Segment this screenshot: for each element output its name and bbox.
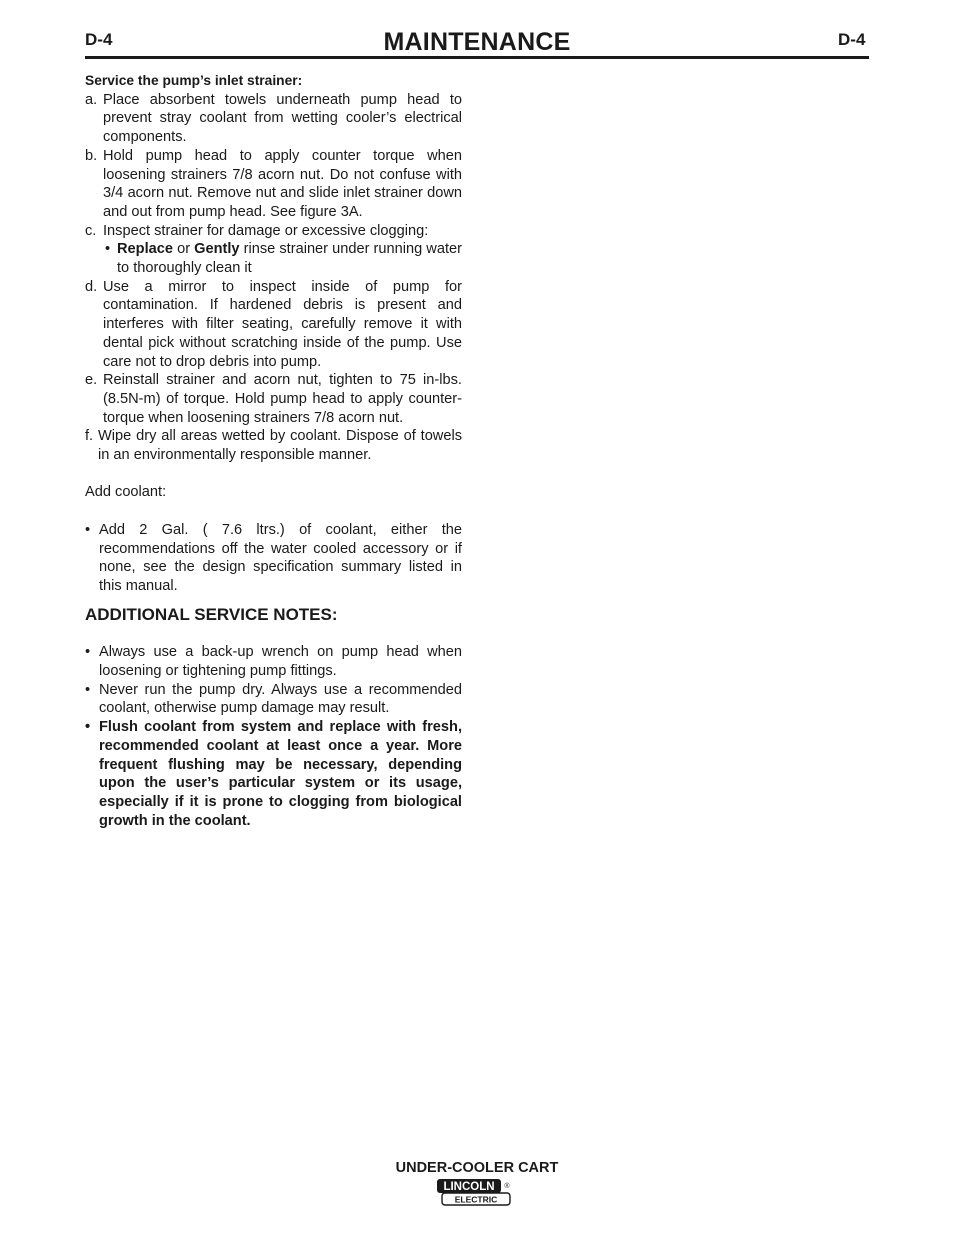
bullet-marker: • — [85, 681, 91, 698]
add-coolant-label: Add coolant: — [85, 484, 167, 501]
note-bullet — [85, 643, 462, 680]
note-text: Always use a back-up wrench on pump head when loosening or tightening pump fittings. — [99, 644, 462, 680]
step-marker: b. — [85, 147, 98, 164]
text-or: or — [172, 241, 195, 258]
step-text: Hold pump head to apply counter torque when loosening strainers 7/8 acorn nut. Do not confuse with 3/4 acorn nut. Remove nut and slide inlet strainer down and out from pump head. See figure 3A. — [103, 147, 462, 220]
logo-registered-mark: ® — [504, 1183, 510, 1190]
text-rest: rinse strainer under running water to thoroughly clean it — [117, 241, 462, 277]
spacer — [85, 465, 462, 484]
strainer-step-d — [85, 278, 462, 372]
logo-word-electric: ELECTRIC — [454, 1194, 498, 1205]
content-column — [85, 72, 462, 830]
step-marker: f. — [85, 428, 94, 445]
step-marker: e. — [85, 372, 98, 389]
logo-word-lincoln: LINCOLN — [443, 1181, 495, 1193]
step-text: Use a mirror to inspect inside of pump for contamination. If hardened debris is present and interferes with filter seating, carefully remove it with dental pick without scratching inside of the pump. Use care not to drop debris into pump. — [103, 278, 462, 370]
step-marker: d. — [85, 278, 98, 295]
lincoln-electric-logo — [434, 1178, 514, 1208]
emphasis-gently: Gently — [194, 241, 240, 258]
step-text: Inspect strainer for damage or excessive clogging: — [103, 222, 429, 239]
page-number-left: D-4 — [85, 30, 113, 49]
note-bullet — [85, 681, 462, 718]
header-rule — [85, 56, 869, 59]
step-marker: a. — [85, 91, 98, 108]
bullet-marker: • — [85, 644, 91, 661]
note-text: Never run the pump dry. Always use a recommended coolant, otherwise pump damage may result. — [99, 681, 462, 717]
bullet-marker: • — [85, 521, 91, 538]
strainer-step-c — [85, 222, 462, 241]
strainer-sub-bullet — [85, 240, 462, 277]
coolant-bullet — [85, 521, 462, 596]
strainer-step-e — [85, 371, 462, 427]
strainer-heading: Service the pump’s inlet strainer: — [85, 73, 303, 88]
bullet-marker: • — [105, 241, 111, 258]
strainer-step-b — [85, 147, 462, 222]
spacer — [85, 502, 462, 521]
emphasis-replace: Replace — [117, 241, 173, 258]
step-text: Reinstall strainer and acorn nut, tighten to 75 in-lbs.(8.5N-m) of torque. Hold pump head to apply counter-torque when loosening strainers 7/8 acorn nut. — [103, 372, 462, 426]
step-marker: c. — [85, 222, 97, 239]
step-text: Place absorbent towels underneath pump head to prevent stray coolant from wetting cooler’s electrical components. — [103, 91, 462, 146]
step-text: Wipe dry all areas wetted by coolant. Dispose of towels in an environmentally responsible manner. — [98, 428, 462, 464]
note-bullet-important — [85, 718, 462, 830]
coolant-bullet-text: Add 2 Gal. ( 7.6 ltrs.) of coolant, either the recommendations off the water cooled accessory or if none, see the design specification summary listed in this manual. — [99, 521, 462, 594]
sub-bullet-text — [117, 240, 462, 277]
page-title: MAINTENANCE — [383, 28, 571, 56]
notes-heading: ADDITIONAL SERVICE NOTES: — [85, 604, 338, 624]
strainer-step-f — [85, 427, 462, 464]
footer-product-name: UNDER-COOLER CART — [395, 1160, 559, 1176]
strainer-step-a — [85, 91, 462, 147]
bullet-marker: • — [85, 719, 91, 736]
page-number-right: D-4 — [838, 30, 866, 49]
note-text: Flush coolant from system and replace with fresh, recommended coolant at least once a year. More frequent flushing may be necessary, depending upon the user’s particular system or its usage, especially if it is prone to clogging from biological growth in the coolant. — [99, 719, 462, 829]
